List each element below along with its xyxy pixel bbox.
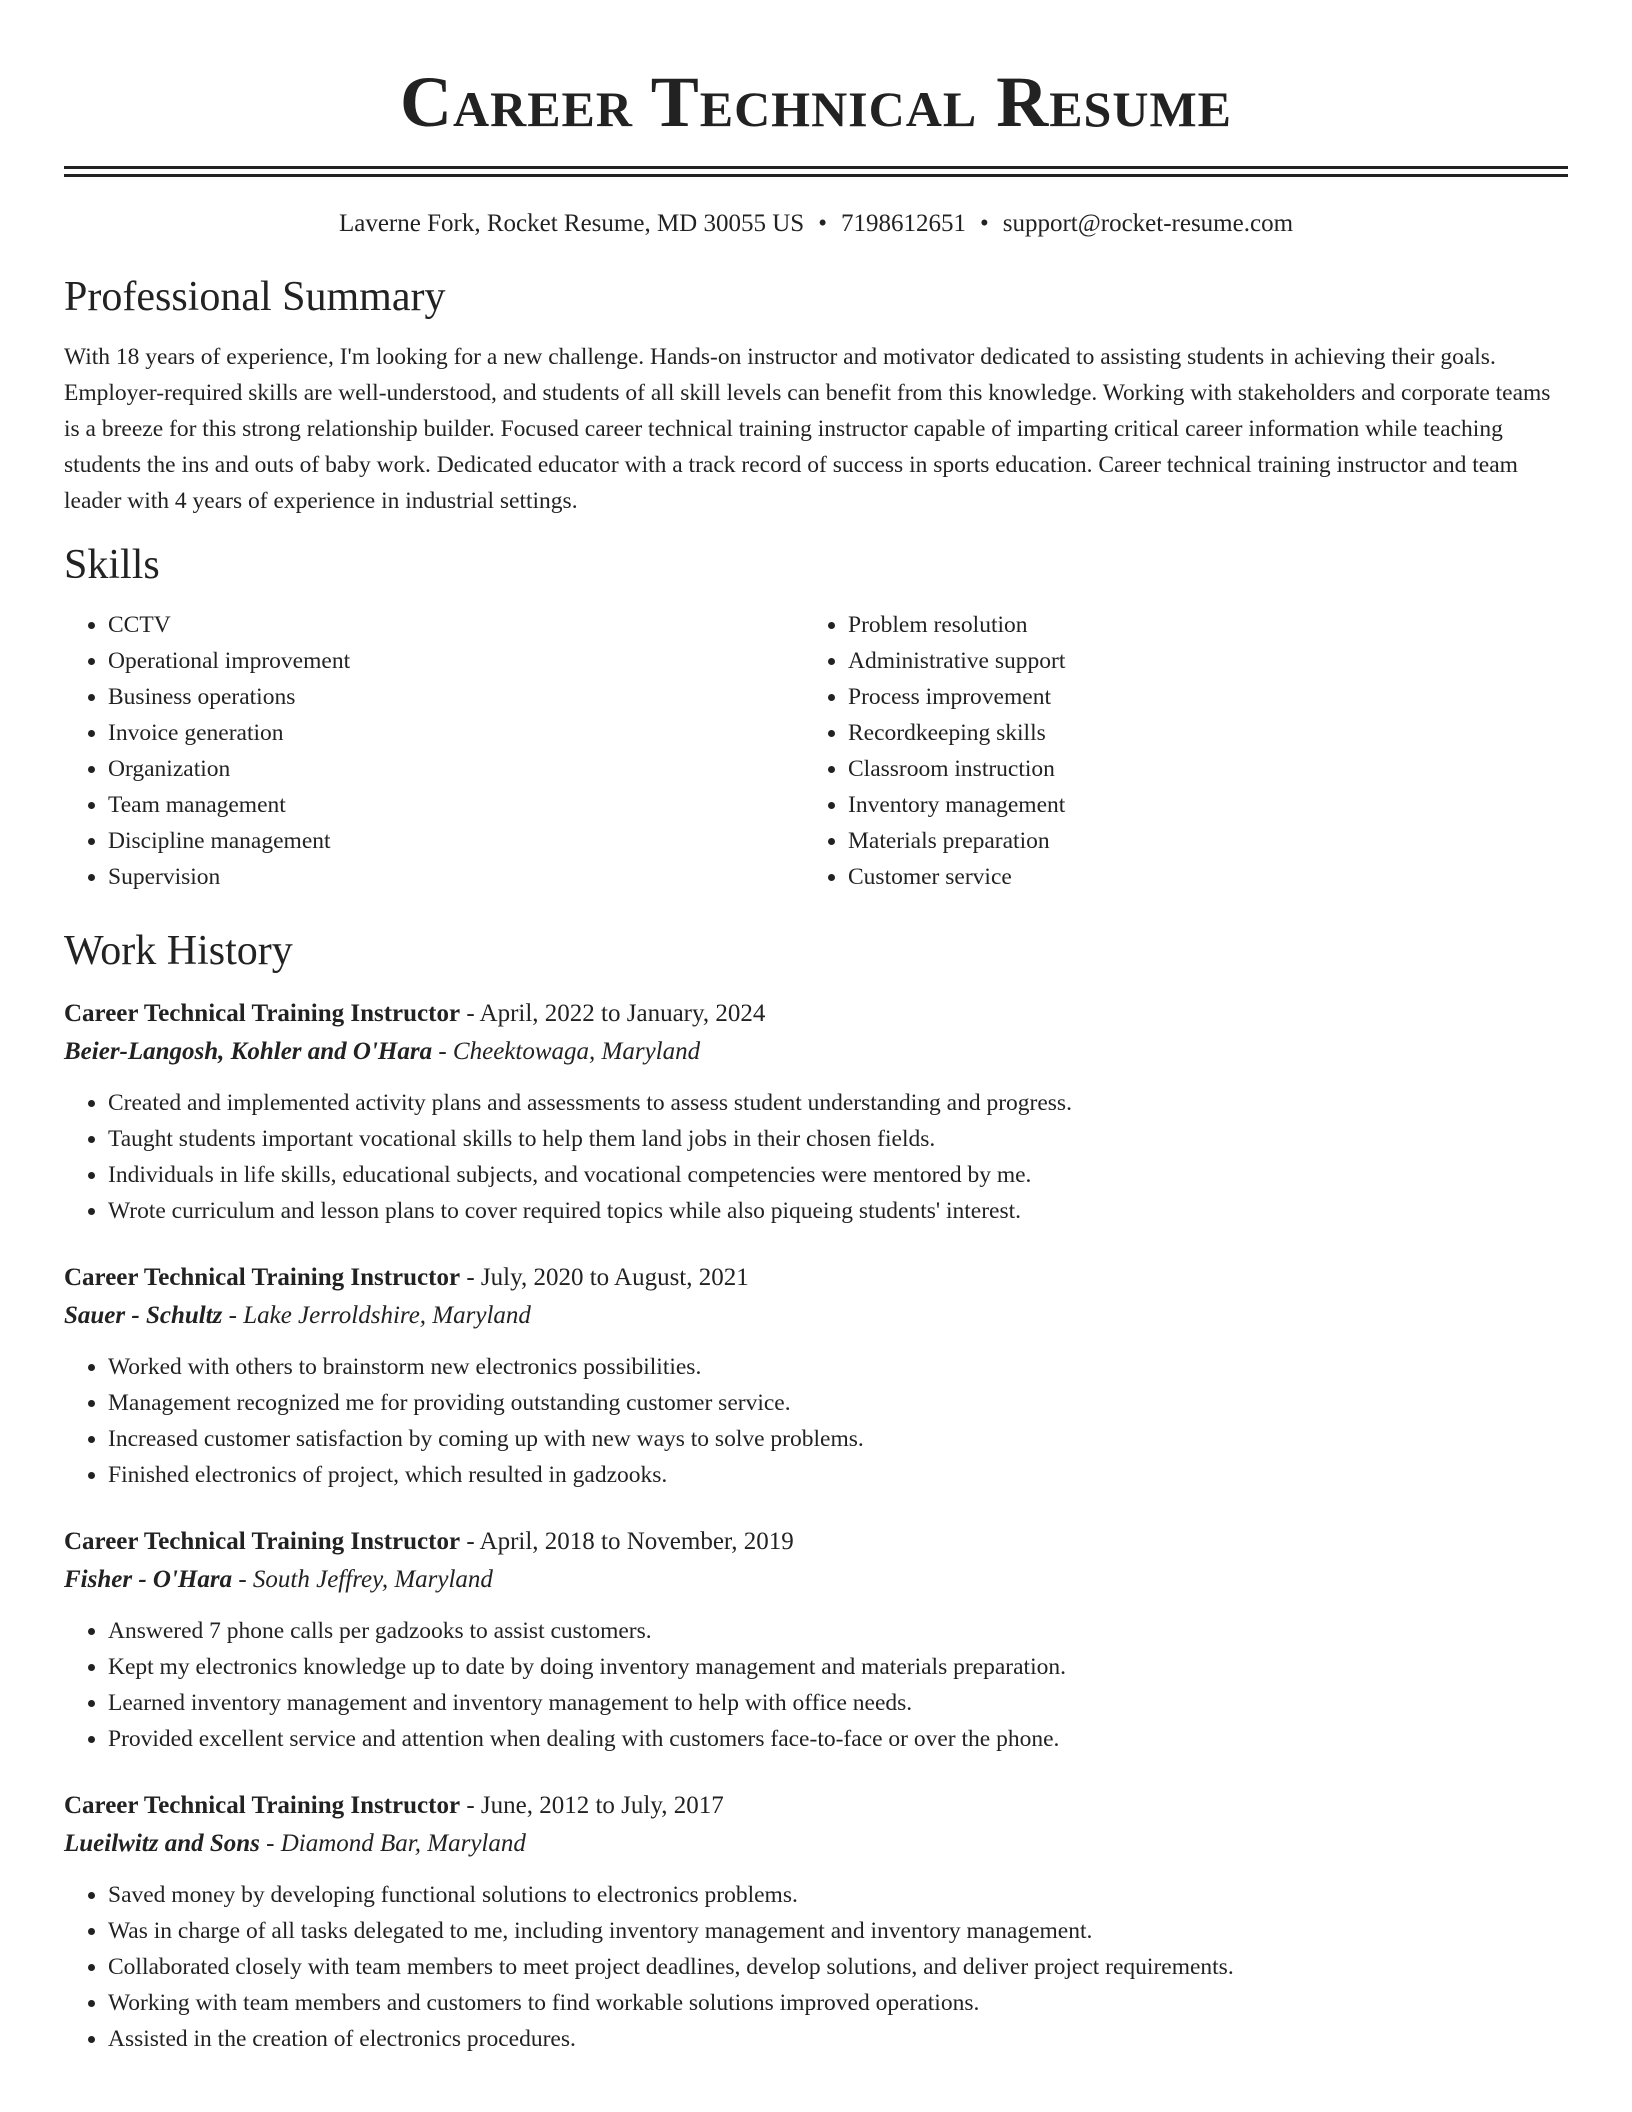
job-bullets: [64, 1613, 1568, 1757]
job-dates: - July, 2020 to August, 2021: [460, 1264, 749, 1291]
job-bullet: • Finished electronics of project, which resulted in gadzooks.: [108, 1457, 1568, 1493]
job-bullet: • Wrote curriculum and lesson plans to cover required topics while also piqueing students' interest.: [108, 1193, 1568, 1229]
job-location: - Cheektowaga, Maryland: [432, 1038, 701, 1065]
job-bullets: [64, 1877, 1568, 2057]
job-title-line: [64, 995, 1568, 1033]
job-dates: - June, 2012 to July, 2017: [460, 1792, 724, 1819]
job-role: Career Technical Training Instructor: [64, 1264, 461, 1291]
skill-item: • Administrative support: [848, 643, 1548, 679]
job-bullet: • Collaborated closely with team members to meet project deadlines, develop solutions, and deliver project requirements.: [108, 1949, 1568, 1985]
skills-list: [64, 607, 1568, 895]
skill-item: • Inventory management: [848, 787, 1548, 823]
job-bullet: • Kept my electronics knowledge up to date by doing inventory management and materials preparation.: [108, 1649, 1568, 1685]
skill-item: • Materials preparation: [848, 823, 1548, 859]
skills-column-left: [64, 607, 806, 895]
title-rule-top: [64, 166, 1568, 169]
job-role: Career Technical Training Instructor: [64, 1000, 461, 1027]
job-company-line: [64, 1033, 1568, 1071]
skill-item: • Discipline management: [108, 823, 806, 859]
job-company: Beier-Langosh, Kohler and O'Hara: [64, 1038, 433, 1065]
job-bullet: • Worked with others to brainstorm new electronics possibilities.: [108, 1349, 1568, 1385]
skill-item: • Recordkeeping skills: [848, 715, 1548, 751]
job-entry: [64, 1523, 1568, 1757]
job-bullets: [64, 1085, 1568, 1229]
job-bullets: [64, 1349, 1568, 1493]
contact-line: [64, 207, 1568, 241]
skill-item: • Problem resolution: [848, 607, 1548, 643]
job-bullet: • Assisted in the creation of electronics procedures.: [108, 2021, 1568, 2057]
job-company: Lueilwitz and Sons: [64, 1830, 260, 1857]
skill-item: • Invoice generation: [108, 715, 806, 751]
skills-heading: Skills: [64, 542, 160, 588]
skill-item: • Supervision: [108, 859, 806, 895]
summary-text: With 18 years of experience, I'm looking for a new challenge. Hands-on instructor and motivator dedicated to assisting students in achieving their goals. Employer-required skills are well-understood, and students of all skill levels can benefit from this knowledge. Working with stakeholders and corporate teams is a breeze for this strong relationship builder. Focused career technical training instructor capable of imparting critical career information while teaching students the ins and outs of baby work. Dedicated educator with a track record of success in sports education. Career technical training instructor and team leader with 4 years of experience in industrial settings.: [64, 344, 1551, 514]
skill-item: • CCTV: [108, 607, 806, 643]
page-title: Career Technical Resume: [399, 62, 1233, 142]
contact-phone: 7198612651: [840, 210, 966, 237]
job-location: - South Jeffrey, Maryland: [232, 1566, 493, 1593]
job-bullet: • Provided excellent service and attention when dealing with customers face-to-face or over the phone.: [108, 1721, 1568, 1757]
job-bullet: • Created and implemented activity plans and assessments to assess student understanding and progress.: [108, 1085, 1568, 1121]
skills-column-right: [806, 607, 1548, 895]
job-bullet: • Management recognized me for providing outstanding customer service.: [108, 1385, 1568, 1421]
job-bullet: • Answered 7 phone calls per gadzooks to assist customers.: [108, 1613, 1568, 1649]
skill-item: • Business operations: [108, 679, 806, 715]
job-title-line: [64, 1523, 1568, 1561]
job-bullet: • Taught students important vocational skills to help them land jobs in their chosen fields.: [108, 1121, 1568, 1157]
job-entry: [64, 995, 1568, 1229]
skill-item: • Operational improvement: [108, 643, 806, 679]
job-company: Fisher - O'Hara: [64, 1566, 233, 1593]
job-role: Career Technical Training Instructor: [64, 1528, 461, 1555]
job-bullet: • Learned inventory management and inventory management to help with office needs.: [108, 1685, 1568, 1721]
title-rule-bottom: [64, 174, 1568, 177]
job-dates: - April, 2022 to January, 2024: [460, 1000, 766, 1027]
skill-item: • Customer service: [848, 859, 1548, 895]
job-bullet: • Working with team members and customers to find workable solutions improved operations.: [108, 1985, 1568, 2021]
skill-item: • Organization: [108, 751, 806, 787]
job-entry: [64, 1787, 1568, 2057]
job-bullet: • Increased customer satisfaction by coming up with new ways to solve problems.: [108, 1421, 1568, 1457]
job-company-line: [64, 1825, 1568, 1863]
job-location: - Lake Jerroldshire, Maryland: [222, 1302, 531, 1329]
summary-heading: Professional Summary: [64, 274, 446, 320]
contact-separator: •: [818, 210, 827, 237]
job-bullet: • Was in charge of all tasks delegated to me, including inventory management and inventory management.: [108, 1913, 1568, 1949]
skill-item: • Classroom instruction: [848, 751, 1548, 787]
work-history-heading: Work History: [64, 928, 293, 974]
job-dates: - April, 2018 to November, 2019: [460, 1528, 794, 1555]
job-company: Sauer - Schultz: [64, 1302, 223, 1329]
contact-separator: •: [979, 210, 989, 237]
job-role: Career Technical Training Instructor: [64, 1792, 461, 1819]
job-location: - Diamond Bar, Maryland: [259, 1830, 526, 1857]
contact-email: support@rocket-resume.com: [1002, 210, 1294, 237]
job-title-line: [64, 1259, 1568, 1297]
job-bullet: • Individuals in life skills, educational subjects, and vocational competencies were mentored by me.: [108, 1157, 1568, 1193]
job-bullet: • Saved money by developing functional solutions to electronics problems.: [108, 1877, 1568, 1913]
skill-item: • Team management: [108, 787, 806, 823]
job-company-line: [64, 1561, 1568, 1599]
resume-page: [64, 0, 1568, 2057]
contact-address: Laverne Fork, Rocket Resume, MD 30055 US: [338, 210, 805, 237]
job-title-line: [64, 1787, 1568, 1825]
skill-item: • Process improvement: [848, 679, 1548, 715]
job-entry: [64, 1259, 1568, 1493]
job-company-line: [64, 1297, 1568, 1335]
